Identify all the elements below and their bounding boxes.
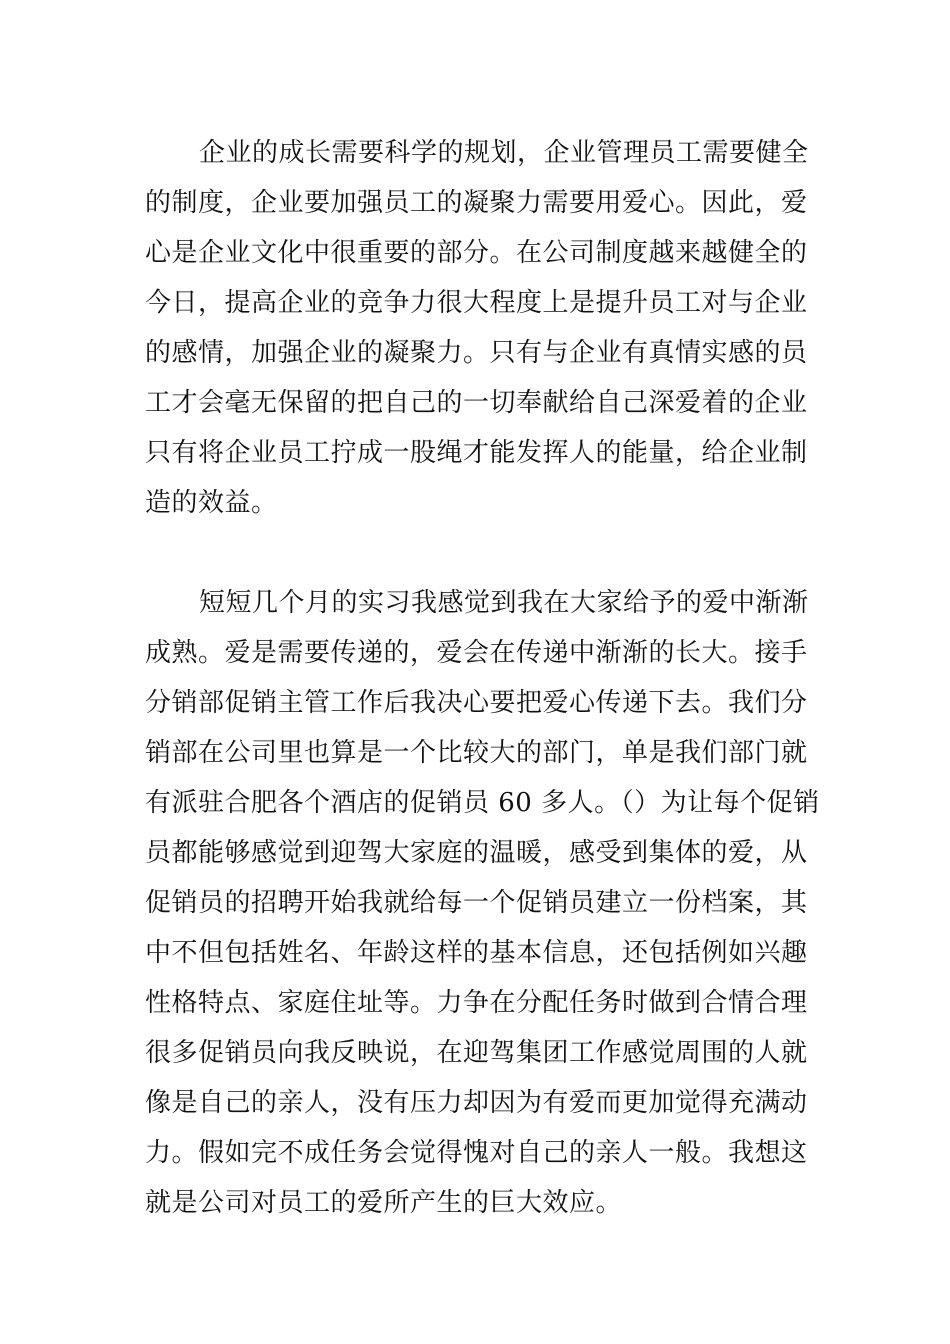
paragraph-line: 的制度，企业要加强员工的凝聚力需要用爱心。因此，爱 [145,188,808,218]
paragraph-line: 有派驻合肥各个酒店的促销员 60 多人。（）为让每个促销 [145,788,820,818]
paragraph-line: 像是自己的亲人，没有压力却因为有爱而更加觉得充满动 [145,1088,808,1118]
paragraph-line: 只有将企业员工拧成一股绳才能发挥人的能量，给企业制 [145,438,808,468]
paragraph-line: 企业的成长需要科学的规划，企业管理员工需要健全 [199,138,809,168]
paragraph-line: 促销员的招聘开始我就给每一个促销员建立一份档案，其 [145,888,808,918]
paragraph-line: 工才会毫无保留的把自己的一切奉献给自己深爱着的企业 [145,388,808,418]
paragraph-line: 中不但包括姓名、年龄这样的基本信息，还包括例如兴趣 [145,938,808,968]
paragraph-line: 心是企业文化中很重要的部分。在公司制度越来越健全的 [145,238,808,268]
paragraph-line: 性格特点、家庭住址等。力争在分配任务时做到合情合理 [145,988,808,1018]
paragraph-line: 员都能够感觉到迎驾大家庭的温暖，感受到集体的爱，从 [145,838,808,868]
paragraph-line: 的感情，加强企业的凝聚力。只有与企业有真情实感的员 [145,338,808,368]
paragraph-line: 就是公司对员工的爱所产生的巨大效应。 [145,1188,623,1218]
paragraph-2 [145,578,820,1228]
paragraph-line: 分销部促销主管工作后我决心要把爱心传递下去。我们分 [145,688,808,718]
paragraph-line: 销部在公司里也算是一个比较大的部门，单是我们部门就 [145,738,808,768]
paragraph-line: 造的效益。 [145,488,278,518]
paragraph-line: 成熟。爱是需要传递的，爱会在传递中渐渐的长大。接手 [145,638,808,668]
paragraph-line: 短短几个月的实习我感觉到我在大家给予的爱中渐渐 [199,588,809,618]
paragraph-line: 今日，提高企业的竞争力很大程度上是提升员工对与企业 [145,288,808,318]
paragraph-line: 力。假如完不成任务会觉得愧对自己的亲人一般。我想这 [145,1138,808,1168]
paragraph-1 [145,128,810,528]
paragraph-line: 很多促销员向我反映说，在迎驾集团工作感觉周围的人就 [145,1038,808,1068]
